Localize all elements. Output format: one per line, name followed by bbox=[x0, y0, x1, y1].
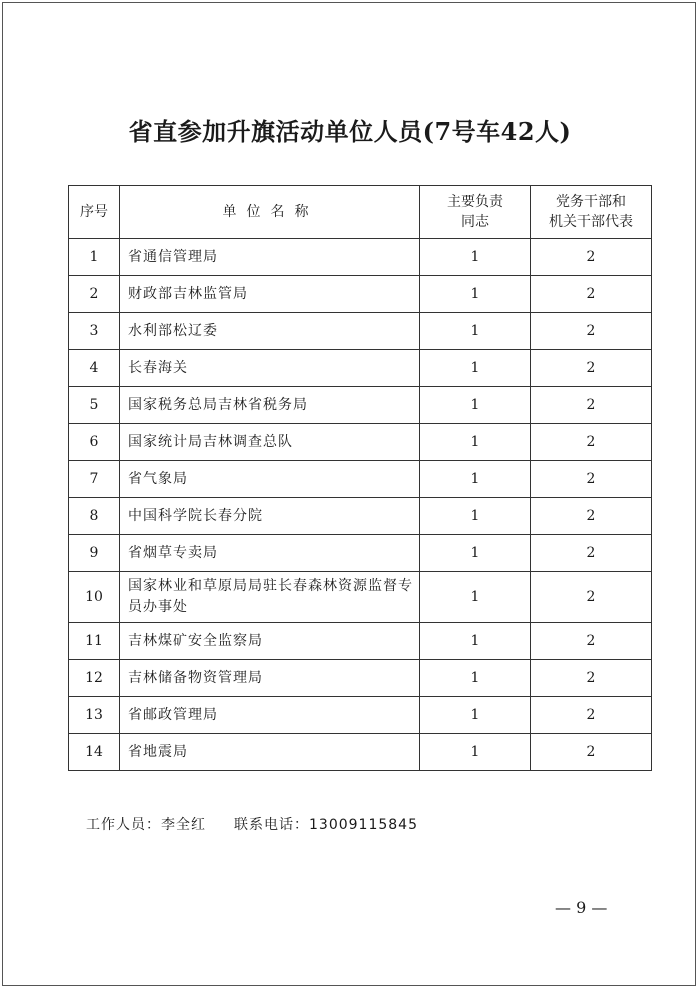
row-lead-count: 1 bbox=[420, 424, 531, 461]
page-number: — 9 — bbox=[555, 898, 608, 917]
row-seq: 11 bbox=[69, 623, 120, 660]
row-rep-count: 2 bbox=[531, 660, 652, 697]
table-row bbox=[69, 276, 652, 313]
table-row bbox=[69, 239, 652, 276]
row-lead-count: 1 bbox=[420, 350, 531, 387]
phone-number: 13009115845 bbox=[309, 817, 418, 833]
table-row bbox=[69, 572, 652, 623]
row-rep-count: 2 bbox=[531, 424, 652, 461]
table-header-row bbox=[69, 186, 652, 239]
row-lead-count: 1 bbox=[420, 239, 531, 276]
row-rep-count: 2 bbox=[531, 697, 652, 734]
row-unit-name: 水利部松辽委 bbox=[120, 313, 420, 350]
row-lead-count: 1 bbox=[420, 387, 531, 424]
row-seq: 8 bbox=[69, 498, 120, 535]
table-row bbox=[69, 660, 652, 697]
row-seq: 5 bbox=[69, 387, 120, 424]
row-unit-name: 中国科学院长春分院 bbox=[120, 498, 420, 535]
row-unit-name: 国家林业和草原局局驻长春森林资源监督专员办事处 bbox=[120, 572, 420, 623]
row-unit-name: 吉林煤矿安全监察局 bbox=[120, 623, 420, 660]
table-body bbox=[69, 239, 652, 771]
row-seq: 7 bbox=[69, 461, 120, 498]
row-unit-name: 省地震局 bbox=[120, 734, 420, 771]
row-rep-count: 2 bbox=[531, 313, 652, 350]
unit-roster-table bbox=[68, 185, 652, 771]
row-seq: 12 bbox=[69, 660, 120, 697]
table-row bbox=[69, 424, 652, 461]
header-rep-count bbox=[531, 186, 652, 239]
table-row bbox=[69, 498, 652, 535]
row-rep-count: 2 bbox=[531, 572, 652, 623]
row-rep-count: 2 bbox=[531, 498, 652, 535]
row-seq: 14 bbox=[69, 734, 120, 771]
row-lead-count: 1 bbox=[420, 498, 531, 535]
row-seq: 6 bbox=[69, 424, 120, 461]
row-rep-count: 2 bbox=[531, 461, 652, 498]
row-unit-name: 省烟草专卖局 bbox=[120, 535, 420, 572]
row-rep-count: 2 bbox=[531, 535, 652, 572]
staff-name: 李全红 bbox=[161, 817, 206, 833]
row-seq: 4 bbox=[69, 350, 120, 387]
row-rep-count: 2 bbox=[531, 350, 652, 387]
row-lead-count: 1 bbox=[420, 535, 531, 572]
header-rep-line2: 机关干部代表 bbox=[549, 214, 633, 230]
row-unit-name: 国家统计局吉林调查总队 bbox=[120, 424, 420, 461]
table-row bbox=[69, 461, 652, 498]
table-row bbox=[69, 387, 652, 424]
header-rep-line1: 党务干部和 bbox=[556, 194, 626, 210]
row-lead-count: 1 bbox=[420, 660, 531, 697]
header-unit-name: 单位名称 bbox=[120, 186, 420, 239]
phone-label: 联系电话： bbox=[234, 817, 309, 833]
row-lead-count: 1 bbox=[420, 572, 531, 623]
row-seq: 3 bbox=[69, 313, 120, 350]
header-lead-count bbox=[420, 186, 531, 239]
row-rep-count: 2 bbox=[531, 734, 652, 771]
row-seq: 10 bbox=[69, 572, 120, 623]
row-rep-count: 2 bbox=[531, 623, 652, 660]
row-lead-count: 1 bbox=[420, 276, 531, 313]
table-row bbox=[69, 734, 652, 771]
row-unit-name: 省通信管理局 bbox=[120, 239, 420, 276]
row-seq: 1 bbox=[69, 239, 120, 276]
row-lead-count: 1 bbox=[420, 313, 531, 350]
document-title: 省直参加升旗活动单位人员(7号车42人) bbox=[128, 117, 572, 146]
row-seq: 9 bbox=[69, 535, 120, 572]
header-seq: 序号 bbox=[69, 186, 120, 239]
row-unit-name: 省邮政管理局 bbox=[120, 697, 420, 734]
row-unit-name: 财政部吉林监管局 bbox=[120, 276, 420, 313]
table-row bbox=[69, 535, 652, 572]
row-seq: 2 bbox=[69, 276, 120, 313]
table-row bbox=[69, 697, 652, 734]
row-lead-count: 1 bbox=[420, 461, 531, 498]
row-seq: 13 bbox=[69, 697, 120, 734]
row-rep-count: 2 bbox=[531, 387, 652, 424]
row-lead-count: 1 bbox=[420, 623, 531, 660]
staff-label: 工作人员： bbox=[86, 817, 161, 833]
table-row bbox=[69, 313, 652, 350]
row-rep-count: 2 bbox=[531, 276, 652, 313]
row-unit-name: 省气象局 bbox=[120, 461, 420, 498]
row-rep-count: 2 bbox=[531, 239, 652, 276]
row-lead-count: 1 bbox=[420, 734, 531, 771]
table-row bbox=[69, 623, 652, 660]
row-unit-name: 国家税务总局吉林省税务局 bbox=[120, 387, 420, 424]
header-lead-line2: 同志 bbox=[461, 214, 489, 230]
row-unit-name: 长春海关 bbox=[120, 350, 420, 387]
row-lead-count: 1 bbox=[420, 697, 531, 734]
staff-contact-line bbox=[86, 814, 418, 834]
header-lead-line1: 主要负责 bbox=[447, 194, 503, 210]
table-row bbox=[69, 350, 652, 387]
row-unit-name: 吉林储备物资管理局 bbox=[120, 660, 420, 697]
